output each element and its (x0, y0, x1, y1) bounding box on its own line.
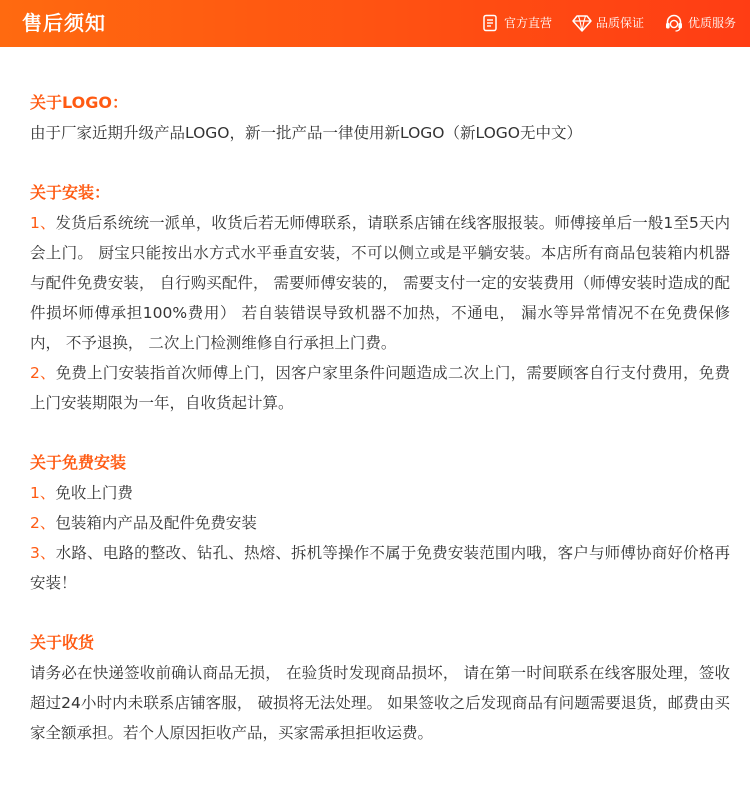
diamond-icon (572, 13, 592, 33)
item-number: 1、 (30, 214, 56, 232)
item-number: 1、 (30, 484, 56, 502)
section-text: 请务必在快递签收前确认商品无损， 在验货时发现商品损坏， 请在第一时间联系在线客服处理，签收超过24小时内未联系店铺客服， 破损将无法处理。 如果签收之后发现商品有问题需要退货，邮费由买家全额承担。若个人原因拒收产品，买家需承担拒收运费。 (30, 664, 730, 742)
notice-content (30, 88, 730, 778)
item-text: 免费上门安装指首次师傅上门，因客户家里条件问题造成二次上门，需要顾客自行支付费用，免费上门安装期限为一年，自收货起计算。 (30, 364, 730, 412)
badge-official (480, 11, 552, 35)
headset-icon (664, 13, 684, 33)
badge-label: 官方直营 (503, 16, 552, 30)
section-title: 关于免费安装 (30, 453, 127, 472)
section-title: 关于收货 (30, 633, 95, 652)
item-text: 包装箱内产品及配件免费安装 (55, 514, 257, 532)
section-title: 关于安装： (30, 183, 111, 202)
item-number: 2、 (30, 514, 56, 532)
section-install (30, 178, 730, 418)
header-badges (460, 11, 736, 35)
list-item (30, 358, 730, 418)
section-free-install (30, 448, 730, 598)
item-text: 发货后系统统一派单，收货后若无师傅联系，请联系店铺在线客服报装。师傅接单后一般1至5天内会上门。 厨宝只能按出水方式水平垂直安装，不可以侧立或是平躺安装。本店所有商品包装箱内机器与配件免费安装， 自行购买配件， 需要师傅安装的， 需要支付一定的安装费用（师傅安装时造成的配件损坏师傅承担100%费用） 若自装错误导致机器不加热，不通电， 漏水等异常情况不在免费保修内， 不予退换， 二次上门检测维修自行承担上门费。 (30, 214, 730, 352)
item-text: 免收上门费 (55, 484, 133, 502)
list-item (30, 508, 730, 538)
list-item (30, 208, 730, 358)
item-text: 水路、电路的整改、钻孔、热熔、拆机等操作不属于免费安装范围内哦，客户与师傅协商好价格再安装！ (30, 544, 730, 592)
badge-label: 品质保证 (595, 16, 644, 30)
badge-service (664, 11, 736, 35)
badge-quality (572, 11, 644, 35)
section-logo (30, 88, 730, 148)
badge-label: 优质服务 (687, 16, 736, 30)
document-icon (480, 13, 500, 33)
list-item (30, 538, 730, 598)
page-title: 售后须知 (22, 11, 106, 35)
item-number: 3、 (30, 544, 56, 562)
list-item (30, 478, 730, 508)
section-receipt (30, 628, 730, 748)
item-number: 2、 (30, 364, 56, 382)
section-text: 由于厂家近期升级产品LOGO，新一批产品一律使用新LOGO（新LOGO无中文） (30, 124, 582, 142)
section-title: 关于LOGO： (30, 93, 128, 112)
header-banner (0, 0, 750, 47)
